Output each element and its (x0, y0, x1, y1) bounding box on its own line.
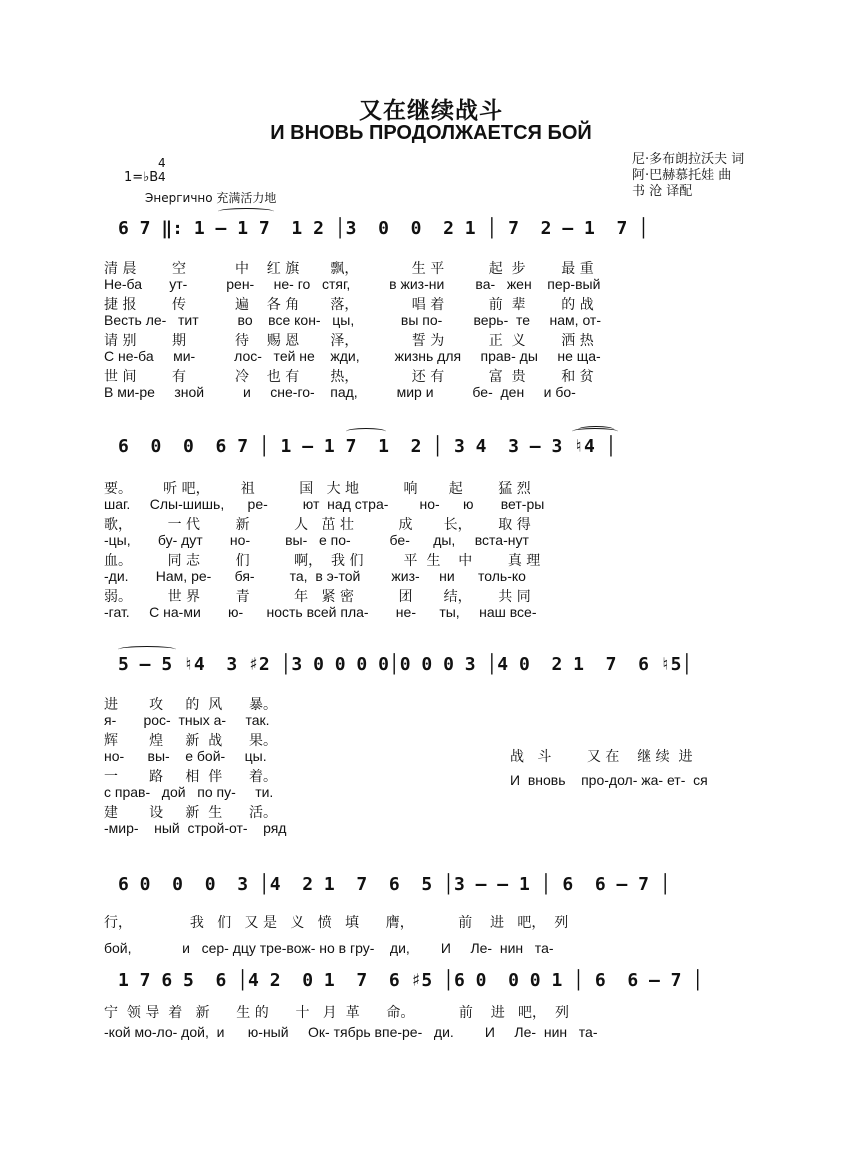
credits (632, 152, 744, 200)
lyric-line: бой, и сер- дцу тре-вож- но в гру- ди, И Ле- нин та- (104, 940, 554, 956)
lyric-line: 行， 我 们 又 是 义 愤 填 膺， 前 进 吧， 列 (104, 915, 569, 931)
notes-system-4: 6 0 0 0 3 │4 2 1 7 6 5 │3 – – 1 │ 6 6 – 7 │ (118, 874, 671, 895)
credit-composer: 阿·巴赫慕托娃 曲 (632, 168, 732, 183)
lyric-line: 要。 听 吧， 祖 国 大 地 响 起 猛 烈 (104, 481, 531, 497)
tie-slur (578, 426, 614, 433)
lyric-line: 宁 领 导 着 新 生 的 十 月 革 命。 前 进 吧， 列 (104, 1005, 569, 1021)
side-lyric-line: И вновь про-дол- жа- ет- ся (510, 772, 708, 788)
notes-system-1: 6 7 ‖: 1 – 1 7 1 2 │3 0 0 2 1 │ 7 2 – 1 7 │ (118, 218, 650, 239)
lyric-line: -ди. Нам, ре- бя- та, в э-той жиз- ни толь-ко (104, 568, 526, 584)
lyric-line: 请 别 期 待 赐 恩 泽， 誓 为 正 义 洒 热 (104, 333, 594, 349)
song-title-chinese: 又在继续战斗 (359, 97, 503, 124)
lyric-line: 清 晨 空 中 红 旗 飘， 生 平 起 步 最 重 (104, 261, 594, 277)
tie-slur (218, 208, 274, 215)
time-signature-bottom: 4 (158, 170, 166, 184)
lyric-line: 歌， 一 代 新 人 茁 壮 成 长， 取 得 (104, 517, 531, 533)
key-signature: 1=♭B (124, 170, 159, 185)
notes-system-3: 5 – 5 ♮4 3 ♯2 │3 0 0 0 0│0 0 0 3 │4 0 2 1 7 6 ♮5│ (118, 654, 693, 675)
lyric-line: -цы, бу- дут но- вы- е по- бе- ды, вста-нут (104, 532, 529, 548)
lyric-line: я- рос- тных а- так. (104, 712, 270, 728)
credit-lyricist: 尼·多布朗拉沃夫 词 (632, 152, 745, 167)
lyric-line: с прав- дой по пу- ти. (104, 784, 274, 800)
tie-slur (346, 428, 386, 435)
lyric-line: 世 间 有 冷 也 有 热， 还 有 富 贵 和 贫 (104, 369, 594, 385)
lyric-line: 血。 同 志 们 啊， 我 们 平 生 中 真 理 (104, 553, 541, 569)
lyric-line: 建 设 新 生 活。 (104, 805, 278, 821)
notes-system-2: 6 0 0 6 7 │ 1 – 1 7 1 2 │ 3 4 3 – 3 ♮4 │ (118, 436, 617, 457)
time-signature-top: 4 (158, 156, 166, 170)
notes-system-5: 1 7 6 5 6 │4 2 0 1 7 6 ♯5 │6 0 0 0 1 │ 6 6 – 7 │ (118, 970, 704, 991)
side-lyric-line: 战 斗 又 在 继 续 进 (510, 749, 693, 765)
lyric-line: -мир- ный строй-от- ряд (104, 820, 287, 836)
lyric-line: 辉 煌 新 战 果。 (104, 733, 278, 749)
credit-translator: 书 沧 译配 (632, 184, 693, 199)
lyric-line: 捷 报 传 遍 各 角 落， 唱 着 前 辈 的 战 (104, 297, 594, 313)
lyric-line: 进 攻 的 风 暴。 (104, 697, 278, 713)
lyric-line: но- вы- е бой- цы. (104, 748, 267, 764)
lyric-line: В ми-ре зной и сне-го- пад, мир и бе- ден и бо- (104, 384, 576, 400)
lyric-line: -кой мо-ло- дой, и ю-ный Ок- тябрь впе-ре- ди. И Ле- нин та- (104, 1024, 598, 1040)
lyric-line: шаг. Слы-шишь, ре- ют над стра- но- ю вет-ры (104, 496, 545, 512)
song-title-russian: И ВНОВЬ ПРОДОЛЖАЕТСЯ БОЙ (270, 122, 592, 144)
lyric-line: -гат. С на-ми ю- ность всей пла- не- ты, наш все- (104, 604, 537, 620)
lyric-line: С не-ба ми- лос- тей не жди, жизнь для прав- ды не ща- (104, 348, 601, 364)
tie-slur (118, 646, 176, 653)
time-signature (158, 156, 166, 184)
lyric-line: 一 路 相 伴 着。 (104, 769, 278, 785)
lyric-line: 弱。 世 界 青 年 紧 密 团 结， 共 同 (104, 589, 531, 605)
lyric-line: Весть ле- тит во все кон- цы, вы по- верь- те нам, от- (104, 312, 601, 328)
lyric-line: Не-ба ут- рен- не- го стяг, в жиз-ни ва- жен пер-вый (104, 276, 601, 292)
tempo-marking: Энергично 充满活力地 (145, 191, 277, 205)
